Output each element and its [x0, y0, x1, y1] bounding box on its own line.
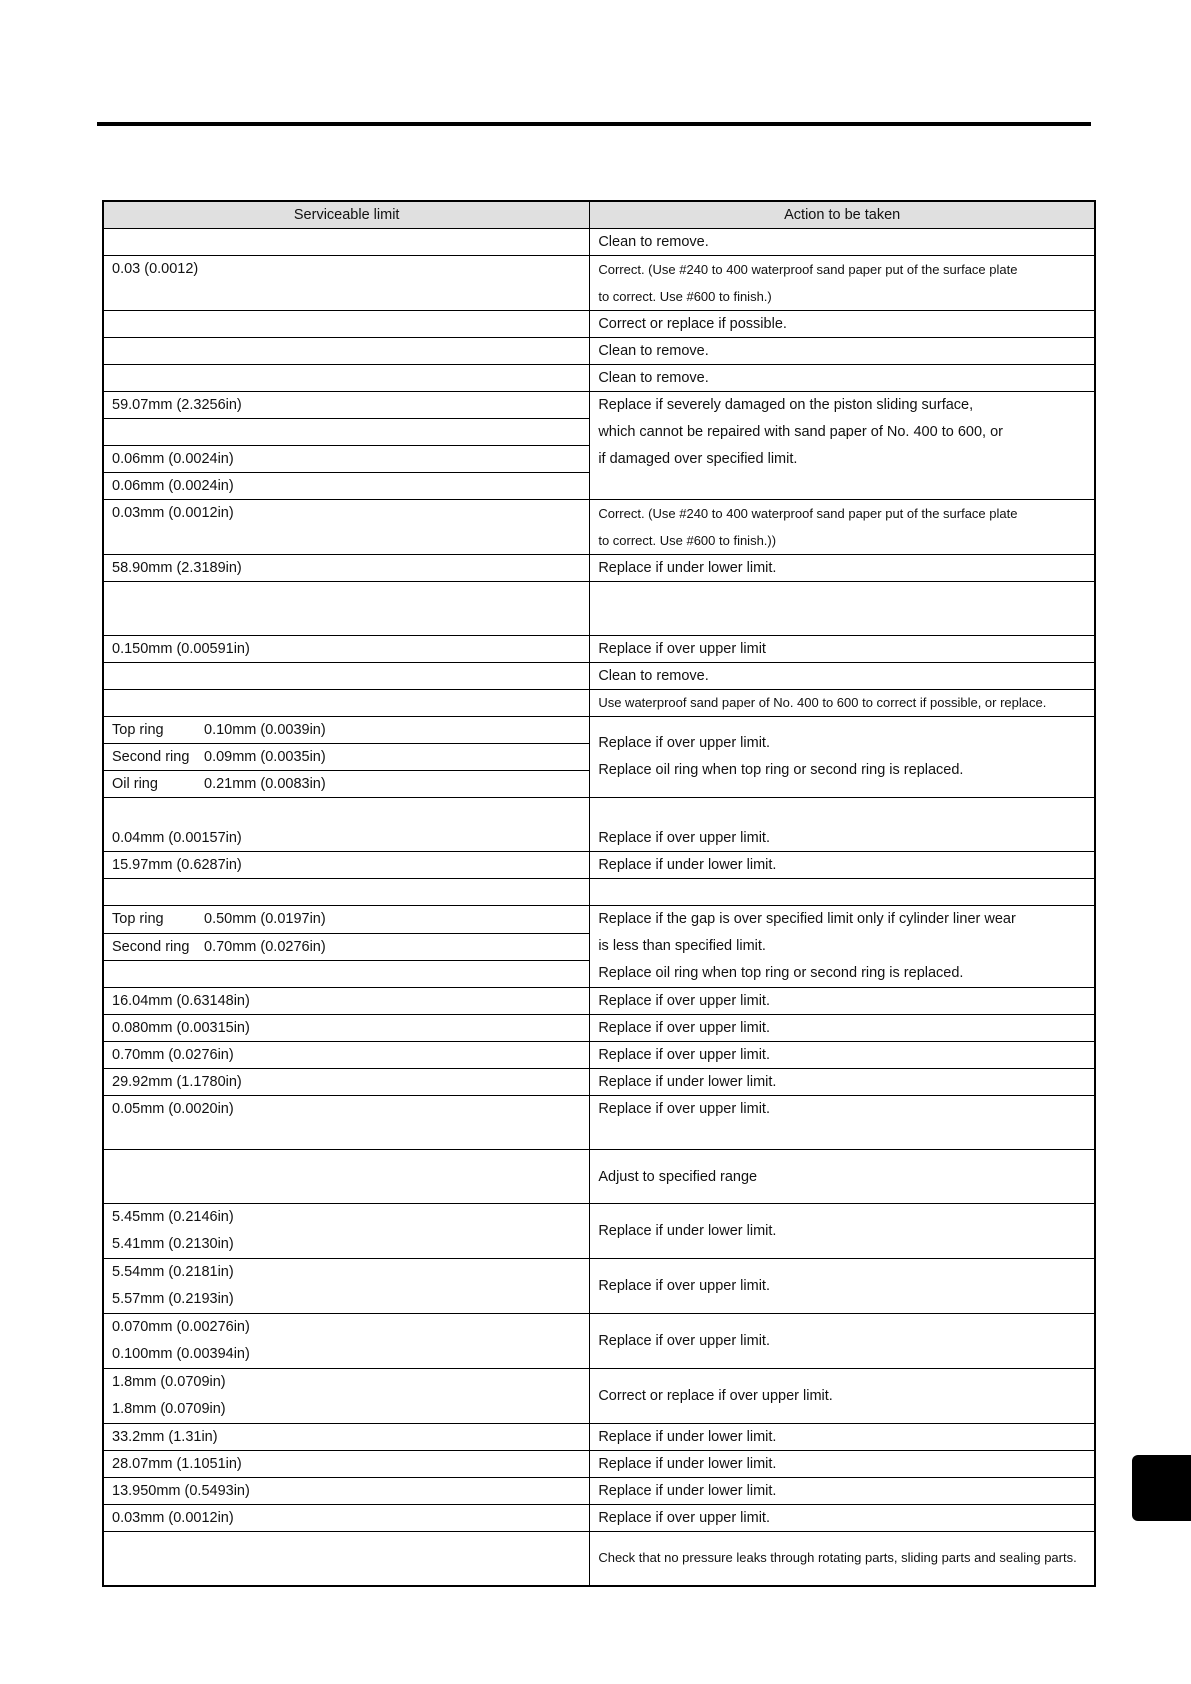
limit-value: 0.100mm (0.00394in): [112, 1346, 250, 1362]
table-row: [103, 582, 1095, 636]
limit-cell: [103, 256, 590, 311]
limit-cell: 0.080mm (0.00315in): [103, 1015, 590, 1042]
ring-label: Oil ring: [112, 776, 158, 792]
table-row: [103, 1042, 1095, 1069]
action-line: Replace oil ring when top ring or second ring is replaced.: [598, 762, 964, 778]
action-cell: Replace if over upper limit.: [590, 1015, 1095, 1042]
limit-cell: 28.07mm (1.1051in): [103, 1451, 590, 1478]
table-row: [103, 1259, 1095, 1314]
action-cell: Replace if over upper limit.: [590, 988, 1095, 1015]
ring-label: Top ring: [112, 911, 164, 928]
table-row: [103, 798, 1095, 852]
table-row: [103, 636, 1095, 663]
table-row: [103, 879, 1095, 906]
action-cell: Replace if under lower limit.: [590, 1478, 1095, 1505]
action-cell: Replace if over upper limit: [590, 636, 1095, 663]
limit-cell: [103, 338, 590, 365]
limit-cell: [103, 500, 590, 555]
limit-value: 1.8mm (0.0709in): [112, 1374, 226, 1390]
action-line: Replace if over upper limit.: [598, 735, 770, 751]
limit-cell: 0.06mm (0.0024in): [103, 446, 590, 473]
action-line: to correct. Use #600 to finish.): [598, 289, 772, 304]
action-cell: Adjust to specified range: [590, 1150, 1095, 1204]
table-row: [103, 338, 1095, 365]
table-row: [103, 311, 1095, 338]
limit-cell: 0.06mm (0.0024in): [103, 473, 590, 500]
action-cell: Replace if under lower limit.: [590, 1424, 1095, 1451]
ring-label: Second ring: [112, 749, 190, 765]
ring-label: Second ring: [112, 938, 190, 955]
table-row: [103, 906, 1095, 934]
action-cell: Replace if under lower limit.: [590, 555, 1095, 582]
action-line: if damaged over specified limit.: [598, 451, 798, 467]
action-line: Replace if severely damaged on the piston sliding surface,: [598, 397, 974, 413]
table-row: [103, 1532, 1095, 1586]
limit-cell: 13.950mm (0.5493in): [103, 1478, 590, 1505]
action-line: Replace oil ring when top ring or second ring is replaced.: [598, 965, 964, 981]
action-cell: [590, 500, 1095, 555]
action-cell: Replace if over upper limit.: [590, 1096, 1095, 1150]
limit-cell: [103, 906, 590, 934]
table-row: [103, 229, 1095, 256]
limit-value: 5.57mm (0.2193in): [112, 1291, 234, 1307]
limit-cell: [103, 744, 590, 771]
limit-cell: 59.07mm (2.3256in): [103, 392, 590, 419]
table-row: [103, 555, 1095, 582]
action-cell: Use waterproof sand paper of No. 400 to 600 to correct if possible, or replace.: [590, 690, 1095, 717]
action-line: to correct. Use #600 to finish.)): [598, 533, 777, 548]
limit-cell: [103, 933, 590, 961]
limit-cell: 29.92mm (1.1780in): [103, 1069, 590, 1096]
limit-value: 5.54mm (0.2181in): [112, 1264, 234, 1280]
table-row: [103, 1015, 1095, 1042]
limit-cell: 15.97mm (0.6287in): [103, 852, 590, 879]
action-cell: [590, 717, 1095, 798]
table-row: [103, 1478, 1095, 1505]
table-row: [103, 717, 1095, 744]
action-cell: Replace if under lower limit.: [590, 1204, 1095, 1259]
table-row: [103, 365, 1095, 392]
limit-cell: [103, 1369, 590, 1424]
action-cell: Replace if over upper limit.: [590, 1042, 1095, 1069]
limit-value: 1.8mm (0.0709in): [112, 1401, 226, 1417]
table-row: [103, 1314, 1095, 1369]
serviceable-limit-table: [102, 200, 1096, 1587]
action-cell: Clean to remove.: [590, 365, 1095, 392]
limit-cell: [103, 717, 590, 744]
limit-cell: [103, 419, 590, 446]
limit-cell: [103, 1204, 590, 1259]
ring-value: 0.10mm (0.0039in): [204, 722, 326, 738]
table-row: [103, 690, 1095, 717]
header-action-to-be-taken: Action to be taken: [590, 201, 1095, 229]
action-line: Correct. (Use #240 to 400 waterproof sand paper put of the surface plate: [598, 506, 1018, 521]
table-row: [103, 852, 1095, 879]
table-row: [103, 1204, 1095, 1259]
action-cell: Replace if under lower limit.: [590, 852, 1095, 879]
table-header-row: [103, 201, 1095, 229]
table-row: [103, 1069, 1095, 1096]
limit-cell: [103, 663, 590, 690]
action-cell: Replace if under lower limit.: [590, 1069, 1095, 1096]
limit-cell: 0.04mm (0.00157in): [103, 798, 590, 852]
action-cell: [590, 256, 1095, 311]
table-row: [103, 392, 1095, 419]
limit-cell: [103, 365, 590, 392]
limit-cell: [103, 229, 590, 256]
action-cell: [590, 906, 1095, 988]
action-cell: [590, 582, 1095, 636]
limit-cell: [103, 961, 590, 988]
limit-value: 0.070mm (0.00276in): [112, 1319, 250, 1335]
limit-cell: [103, 771, 590, 798]
limit-value: 5.45mm (0.2146in): [112, 1209, 234, 1225]
ring-value: 0.09mm (0.0035in): [204, 749, 326, 765]
limit-value: 5.41mm (0.2130in): [112, 1236, 234, 1252]
limit-cell: 0.150mm (0.00591in): [103, 636, 590, 663]
action-cell: Clean to remove.: [590, 338, 1095, 365]
ring-label: Top ring: [112, 722, 164, 738]
action-cell: Check that no pressure leaks through rotating parts, sliding parts and sealing parts.: [590, 1532, 1095, 1586]
table-row: [103, 663, 1095, 690]
action-cell: Clean to remove.: [590, 229, 1095, 256]
action-line: Replace if the gap is over specified limit only if cylinder liner wear: [598, 911, 1016, 927]
table-row: [103, 1505, 1095, 1532]
action-cell: Replace if over upper limit.: [590, 1259, 1095, 1314]
table-row: [103, 256, 1095, 311]
table-row: [103, 988, 1095, 1015]
table-row: [103, 1369, 1095, 1424]
action-line: which cannot be repaired with sand paper of No. 400 to 600, or: [598, 424, 1003, 440]
limit-cell: [103, 1150, 590, 1204]
limit-cell: 0.70mm (0.0276in): [103, 1042, 590, 1069]
limit-cell: 0.05mm (0.0020in): [103, 1096, 590, 1150]
action-line: is less than specified limit.: [598, 938, 766, 954]
table-row: [103, 500, 1095, 555]
action-cell: Replace if over upper limit.: [590, 1505, 1095, 1532]
limit-cell: [103, 311, 590, 338]
limit-cell: [103, 879, 590, 906]
limit-value: 0.03mm (0.0012in): [112, 505, 234, 521]
action-cell: Clean to remove.: [590, 663, 1095, 690]
table-row: [103, 1150, 1095, 1204]
limit-value: 0.03 (0.0012): [112, 261, 199, 277]
table-row: [103, 1096, 1095, 1150]
table-row: [103, 1424, 1095, 1451]
ring-value: 0.70mm (0.0276in): [204, 938, 326, 955]
limit-cell: 58.90mm (2.3189in): [103, 555, 590, 582]
action-cell: Replace if over upper limit.: [590, 798, 1095, 852]
header-serviceable-limit: Serviceable limit: [103, 201, 590, 229]
action-cell: Correct or replace if possible.: [590, 311, 1095, 338]
action-line: Correct. (Use #240 to 400 waterproof sand paper put of the surface plate: [598, 262, 1018, 277]
limit-cell: [103, 690, 590, 717]
table-row: [103, 1451, 1095, 1478]
action-cell: [590, 879, 1095, 906]
limit-cell: [103, 582, 590, 636]
limit-cell: [103, 1314, 590, 1369]
action-cell: Correct or replace if over upper limit.: [590, 1369, 1095, 1424]
limit-cell: [103, 1259, 590, 1314]
chapter-tab-marker: [1132, 1455, 1191, 1521]
limit-cell: 16.04mm (0.63148in): [103, 988, 590, 1015]
action-cell: [590, 392, 1095, 500]
ring-value: 0.50mm (0.0197in): [204, 911, 326, 928]
ring-value: 0.21mm (0.0083in): [204, 776, 326, 792]
limit-cell: [103, 1532, 590, 1586]
header-rule: [97, 122, 1091, 126]
limit-cell: 0.03mm (0.0012in): [103, 1505, 590, 1532]
limit-cell: 33.2mm (1.31in): [103, 1424, 590, 1451]
action-cell: Replace if under lower limit.: [590, 1451, 1095, 1478]
action-cell: Replace if over upper limit.: [590, 1314, 1095, 1369]
